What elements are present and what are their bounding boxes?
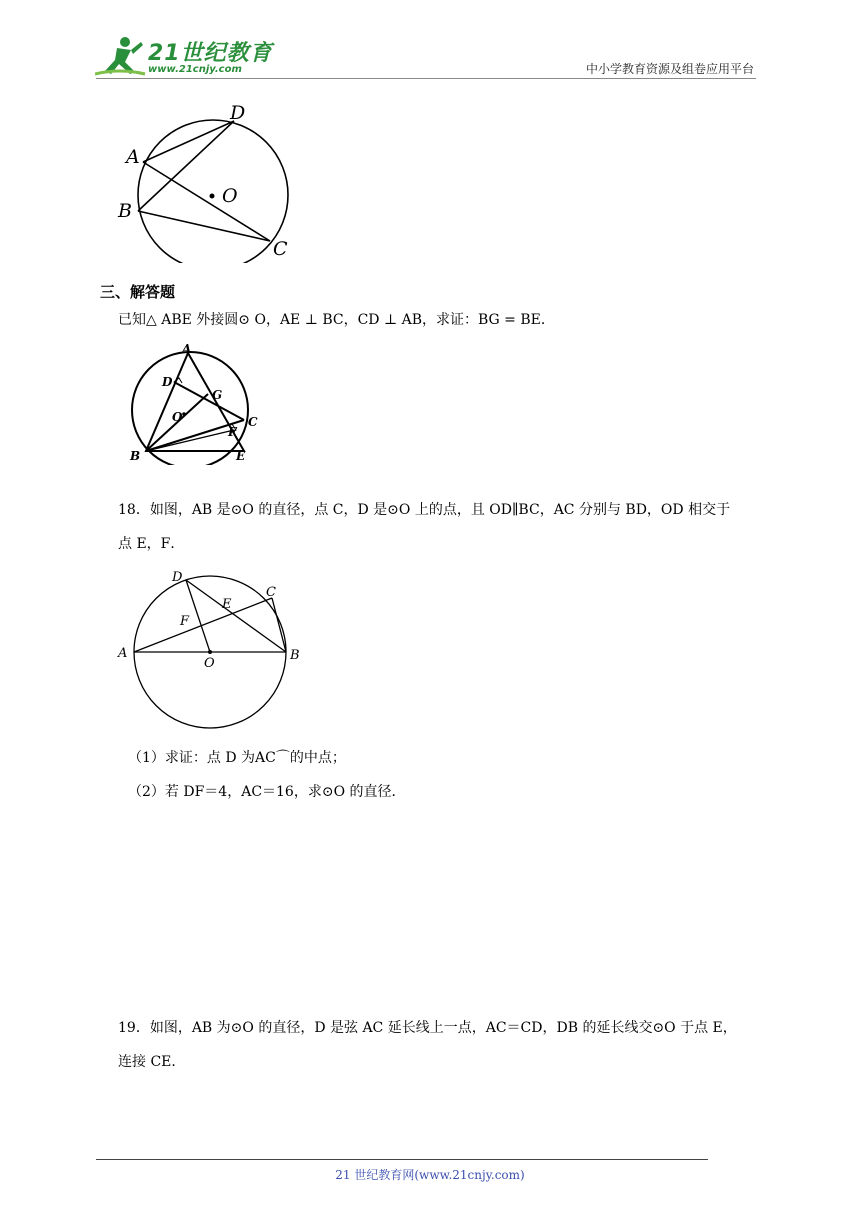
figure-circle-abcd — [110, 98, 310, 263]
center-dot — [208, 650, 212, 654]
runner-logo-icon — [95, 34, 155, 80]
question-18-part2: （2）若 DF＝4，AC＝16，求⊙O 的直径． — [128, 784, 406, 800]
segment-bc — [138, 211, 270, 241]
footer-source: 21 世纪教育网(www.21cnjy.com) — [335, 1168, 525, 1182]
center-dot — [182, 412, 186, 416]
label-f: F — [228, 425, 237, 439]
label-b: B — [130, 449, 141, 463]
label-f: F — [180, 614, 190, 629]
label-b: B — [290, 648, 300, 663]
label-d: D — [172, 570, 183, 585]
question-17-text: 已知△ ABE 外接圆⊙ O，AE ⊥ BC，CD ⊥ AB，求证：BG = BE． — [118, 312, 555, 328]
label-c: C — [248, 415, 258, 429]
label-g: G — [212, 388, 223, 402]
label-e: E — [222, 597, 232, 612]
label-b: B — [118, 200, 132, 222]
question-19-line1: 19．如图，AB 为⊙O 的直径，D 是弦 AC 延长线上一点，AC＝CD，DB 的延长线交⊙O 于点 E， — [118, 1020, 737, 1036]
label-a: A — [126, 146, 140, 168]
question-18-line2: 点 E，F． — [118, 536, 185, 552]
segment-od — [186, 580, 210, 652]
label-c: C — [266, 585, 276, 600]
question-18-part1: （1）求证：点 D 为AC⌒的中点； — [128, 750, 346, 766]
header-divider — [96, 78, 756, 79]
figure-q17 — [124, 340, 264, 465]
segment-ac — [143, 162, 270, 241]
brand-name: 21世纪教育 — [148, 41, 273, 66]
segment-bf — [146, 430, 234, 451]
label-d: D — [162, 375, 173, 389]
question-18-line1: 18．如图，AB 是⊙O 的直径，点 C，D 是⊙O 上的点，且 OD∥BC，AC 分别与 BD，OD 相交于 — [118, 502, 731, 518]
figure-q18 — [114, 566, 310, 731]
label-o: O — [204, 656, 215, 671]
footer-divider — [96, 1159, 708, 1160]
label-o: O — [172, 410, 183, 424]
label-c: C — [273, 238, 288, 260]
label-e: E — [236, 449, 246, 463]
label-a: A — [182, 342, 192, 356]
segment-ac — [134, 598, 272, 652]
label-d: D — [230, 102, 246, 124]
center-dot — [210, 194, 215, 199]
section-title: 三、解答题 — [100, 283, 176, 301]
segment-bd — [138, 121, 234, 211]
header-platform-text: 中小学教育资源及组卷应用平台 — [585, 62, 754, 76]
label-a: A — [118, 646, 128, 661]
label-o: O — [222, 185, 238, 207]
segment-ad — [143, 121, 234, 162]
question-19-line2: 连接 CE． — [118, 1054, 186, 1070]
brand-url: www.21cnjy.com — [148, 64, 242, 75]
